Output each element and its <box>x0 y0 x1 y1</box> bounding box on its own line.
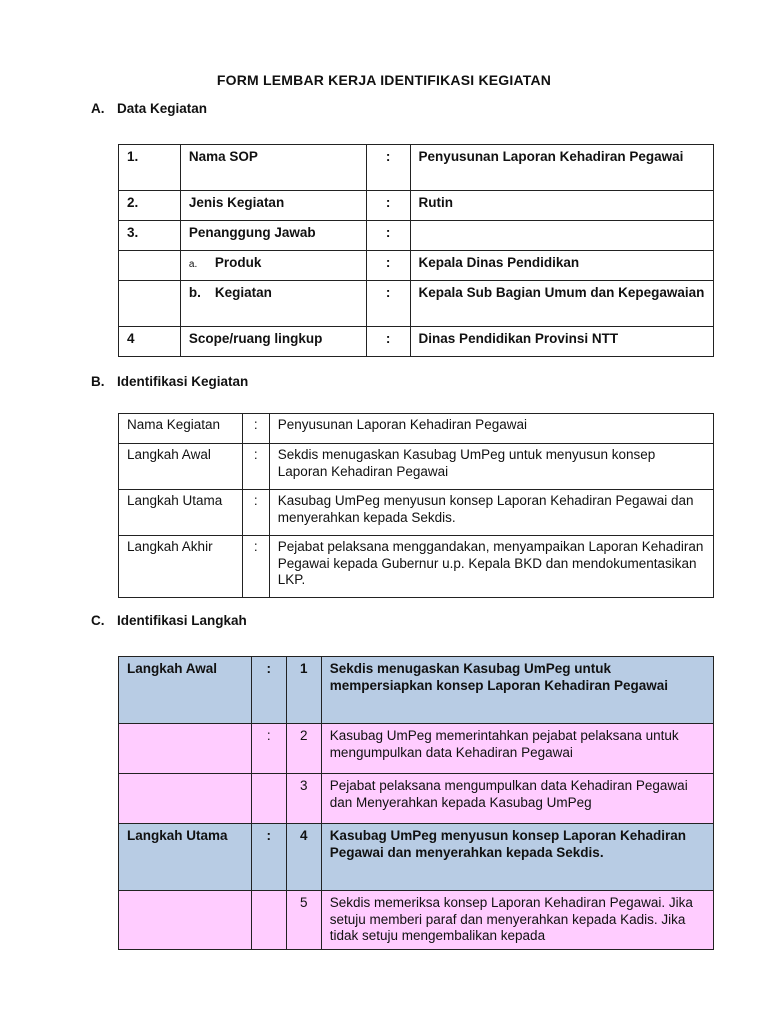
row-label: Langkah Utama <box>119 490 243 536</box>
step-description: Sekdis memeriksa konsep Laporan Kehadiran Pegawai. Jika setuju memberi paraf dan menyerahkan kepada Kadis. Jika tidak setuju mengembalikan kepada <box>321 891 713 950</box>
step-label: Langkah Utama <box>119 824 252 891</box>
table-row <box>119 221 714 251</box>
table-row <box>119 251 714 281</box>
row-value: Kasubag UmPeg menyusun konsep Laporan Kehadiran Pegawai dan menyerahkan kepada Sekdis. <box>269 490 713 536</box>
row-number: 4 <box>119 327 181 357</box>
row-number: 3. <box>119 221 181 251</box>
step-colon: : <box>251 657 286 724</box>
section-b-letter: B. <box>91 374 105 389</box>
step-number: 3 <box>286 774 321 824</box>
row-colon: : <box>366 221 410 251</box>
row-colon: : <box>242 444 269 490</box>
step-number: 4 <box>286 824 321 891</box>
row-number: 2. <box>119 191 181 221</box>
row-value: Sekdis menugaskan Kasubag UmPeg untuk menyusun konsep Laporan Kehadiran Pegawai <box>269 444 713 490</box>
sub-item-label: Produk <box>214 255 262 270</box>
step-colon <box>251 891 286 950</box>
row-value: Kepala Sub Bagian Umum dan Kepegawaian <box>410 281 713 327</box>
table-row <box>119 145 714 191</box>
section-b-title: Identifikasi Kegiatan <box>117 374 249 389</box>
row-value: Rutin <box>410 191 713 221</box>
row-colon: : <box>242 490 269 536</box>
section-c-title: Identifikasi Langkah <box>117 613 247 628</box>
table-row <box>119 490 714 536</box>
section-c-heading <box>91 613 247 628</box>
step-label <box>119 724 252 774</box>
step-number: 2 <box>286 724 321 774</box>
table-row <box>119 657 714 724</box>
sub-item-label: Kegiatan <box>214 285 272 300</box>
step-description: Sekdis menugaskan Kasubag UmPeg untuk mempersiapkan konsep Laporan Kehadiran Pegawai <box>321 657 713 724</box>
row-value: Pejabat pelaksana menggandakan, menyampaikan Laporan Kehadiran Pegawai kepada Gubernur u.p. Kepala BKD dan mendokumentasikan LKP. <box>269 536 713 598</box>
table-row <box>119 191 714 221</box>
sub-item-letter: a. <box>188 259 198 270</box>
step-label <box>119 891 252 950</box>
row-colon: : <box>366 327 410 357</box>
step-description: Pejabat pelaksana mengumpulkan data Kehadiran Pegawai dan Menyerahkan kepada Kasubag UmPeg <box>321 774 713 824</box>
row-colon: : <box>242 536 269 598</box>
row-label: Langkah Akhir <box>119 536 243 598</box>
table-row <box>119 281 714 327</box>
section-c-letter: C. <box>91 613 105 628</box>
step-colon <box>251 774 286 824</box>
row-value: Dinas Pendidikan Provinsi NTT <box>410 327 713 357</box>
row-label: Penanggung Jawab <box>180 221 366 251</box>
row-value: Penyusunan Laporan Kehadiran Pegawai <box>410 145 713 191</box>
row-label <box>180 281 366 327</box>
row-value: Penyusunan Laporan Kehadiran Pegawai <box>269 414 713 444</box>
row-label <box>180 251 366 281</box>
row-colon: : <box>242 414 269 444</box>
row-label: Langkah Awal <box>119 444 243 490</box>
row-number <box>119 281 181 327</box>
row-label: Jenis Kegiatan <box>180 191 366 221</box>
row-label: Nama SOP <box>180 145 366 191</box>
sub-item-letter: b. <box>188 285 201 300</box>
row-label: Nama Kegiatan <box>119 414 243 444</box>
table-row <box>119 414 714 444</box>
row-label: Scope/ruang lingkup <box>180 327 366 357</box>
row-number: 1. <box>119 145 181 191</box>
table-row <box>119 444 714 490</box>
step-label: Langkah Awal <box>119 657 252 724</box>
row-colon: : <box>366 251 410 281</box>
table-row <box>119 536 714 598</box>
table-row <box>119 891 714 950</box>
step-colon: : <box>251 724 286 774</box>
data-kegiatan-table <box>118 144 714 357</box>
row-colon: : <box>366 145 410 191</box>
section-a-letter: A. <box>91 101 105 116</box>
form-title: FORM LEMBAR KERJA IDENTIFIKASI KEGIATAN <box>216 72 552 88</box>
step-description: Kasubag UmPeg memerintahkan pejabat pelaksana untuk mengumpulkan data Kehadiran Pegawai <box>321 724 713 774</box>
step-number: 1 <box>286 657 321 724</box>
table-row <box>119 724 714 774</box>
row-colon: : <box>366 281 410 327</box>
step-number: 5 <box>286 891 321 950</box>
row-value: Kepala Dinas Pendidikan <box>410 251 713 281</box>
table-row <box>119 327 714 357</box>
table-row <box>119 824 714 891</box>
identifikasi-langkah-table <box>118 656 714 950</box>
row-colon: : <box>366 191 410 221</box>
section-a-title: Data Kegiatan <box>117 101 208 116</box>
step-label <box>119 774 252 824</box>
row-value <box>410 221 713 251</box>
section-b-heading <box>91 374 248 389</box>
table-row <box>119 774 714 824</box>
row-number <box>119 251 181 281</box>
step-description: Kasubag UmPeg menyusun konsep Laporan Kehadiran Pegawai dan menyerahkan kepada Sekdis. <box>321 824 713 891</box>
identifikasi-kegiatan-table <box>118 413 714 598</box>
section-a-heading <box>91 101 207 116</box>
step-colon: : <box>251 824 286 891</box>
